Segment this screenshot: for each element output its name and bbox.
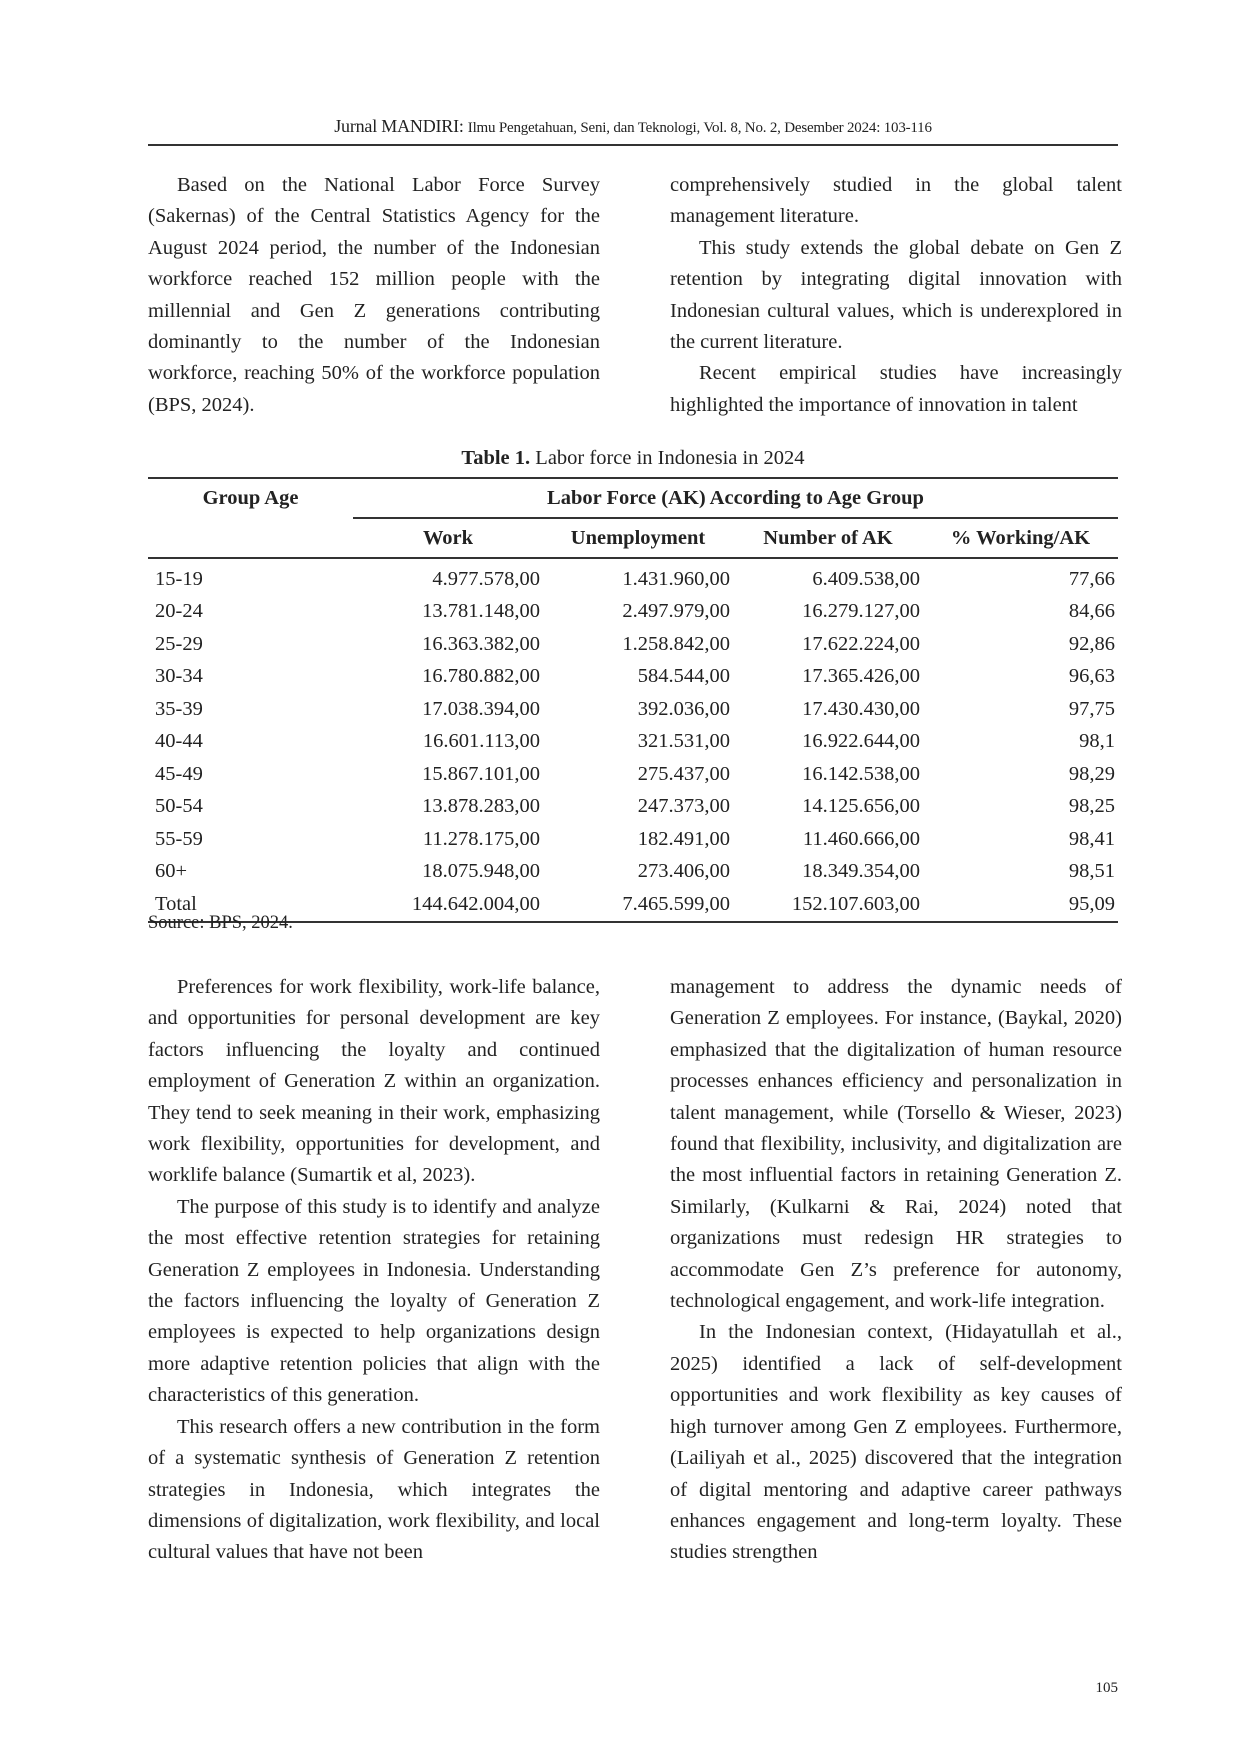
header-rule [148, 144, 1118, 146]
table-row [148, 661, 1118, 694]
running-header [148, 116, 1118, 137]
cell-unemployment: 7.465.599,00 [543, 888, 733, 922]
cell-pct: 96,63 [1068, 665, 1115, 688]
cell-work: 15.867.101,00 [422, 762, 540, 785]
cell-unemployment: 247.373,00 [637, 795, 730, 818]
table-source: Source: BPS, 2024. [148, 913, 293, 933]
cell-total: 17.365.426,00 [802, 665, 920, 688]
cell-work: 11.278.175,00 [422, 827, 540, 850]
cell-pct: 98,29 [1068, 762, 1115, 785]
paragraph: Recent empirical studies have increasingly highlighted the importance of innovation in talent [670, 362, 1122, 416]
cell-age: Total [148, 888, 353, 922]
table-body [148, 558, 1118, 922]
cell-work: 16.780.882,00 [422, 665, 540, 688]
cell-total: 14.125.656,00 [802, 795, 920, 818]
cell-unemployment: 1.431.960,00 [622, 567, 730, 590]
cell-age: 60+ [155, 860, 188, 883]
cell-total: 16.279.127,00 [802, 600, 920, 623]
cell-pct: 98,51 [1068, 860, 1115, 883]
cell-total: 18.349.354,00 [802, 860, 920, 883]
table-caption [148, 447, 1118, 470]
cell-work: 18.075.948,00 [422, 860, 540, 883]
labor-force-table [148, 477, 1118, 923]
table-row [148, 596, 1118, 629]
table-row [148, 558, 1118, 596]
cell-unemployment: 2.497.979,00 [622, 600, 730, 623]
cell-unemployment: 392.036,00 [637, 697, 730, 720]
table-row [148, 791, 1118, 824]
cell-age: 35-39 [155, 697, 203, 720]
cell-pct: 95,09 [923, 888, 1118, 922]
paragraph: comprehensively studied in the global talent management literature. [670, 174, 1122, 228]
cell-unemployment: 275.437,00 [637, 762, 730, 785]
cell-total: 17.430.430,00 [802, 697, 920, 720]
paragraph: This research offers a new contribution in the form of a systematic synthesis of Generation Z retention strategies in Indonesia, which integrates the dimensions of digitalization, work flexibility, and local cultural values that have not been [148, 1415, 600, 1564]
paragraph: In the Indonesian context, (Hidayatullah et al., 2025) identified a lack of self-development opportunities and work flexibility as key causes of high turnover among Gen Z employees. Furthermore, (Lailiyah et al., 2025) discovered that the integration of digital mentoring and adaptive career pathways enhances engagement and long-term loyalty. These studies strengthen [670, 1321, 1122, 1564]
cell-age: 45-49 [155, 762, 203, 785]
header-unemployment: Unemployment [543, 518, 733, 558]
table-row [148, 628, 1118, 661]
cell-unemployment: 321.531,00 [637, 730, 730, 753]
cell-work: 4.977.578,00 [432, 567, 540, 590]
cell-work: 17.038.394,00 [422, 697, 540, 720]
paragraph: The purpose of this study is to identify and analyze the most effective retention strategies for retaining Generation Z employees in Indonesia. Understanding the factors influencing the loyalty of Generation Z employees is expected to help organizations design more adaptive retention policies that align with the characteristics of this generation. [148, 1195, 600, 1407]
cell-total: 16.142.538,00 [802, 762, 920, 785]
header-number-of-ak: Number of AK [733, 518, 923, 558]
journal-detail: Ilmu Pengetahuan, Seni, dan Teknologi, Vol. 8, No. 2, Desember 2024: 103-116 [467, 120, 932, 136]
cell-pct: 98,25 [1068, 795, 1115, 818]
table-row [148, 693, 1118, 726]
cell-pct: 97,75 [1068, 697, 1115, 720]
cell-total: 152.107.603,00 [733, 888, 923, 922]
cell-pct: 92,86 [1068, 632, 1115, 655]
table-row [148, 888, 1118, 922]
cell-unemployment: 273.406,00 [637, 860, 730, 883]
table-row [148, 856, 1118, 889]
table-row [148, 726, 1118, 759]
cell-age: 40-44 [155, 730, 203, 753]
cell-work: 144.642.004,00 [353, 888, 543, 922]
paragraph: Based on the National Labor Force Survey (Sakernas) of the Central Statistics Agency for the August 2024 period, the number of the Indonesian workforce reached 152 million people with the millennial and Gen Z generations contributing dominantly to the number of the Indonesian workforce, reaching 50% of the workforce population (BPS, 2024). [148, 174, 600, 416]
cell-work: 13.781.148,00 [422, 600, 540, 623]
cell-age: 30-34 [155, 665, 203, 688]
paragraph: management to address the dynamic needs of Generation Z employees. For instance, (Baykal, 2020) emphasized that the digitalization of human resource processes enhances efficiency and personalization in talent management, while (Torsello & Wieser, 2023) found that flexibility, inclusivity, and digitalization are the most influential factors in retaining Generation Z. Similarly, (Kulkarni & Rai, 2024) noted that organizations must redesign HR strategies to accommodate Gen Z’s preference for autonomy, technological engagement, and work-life integration. [670, 976, 1122, 1313]
header-pct-working: % Working/AK [923, 518, 1118, 558]
page-number: 105 [1095, 1680, 1118, 1696]
cell-total: 16.922.644,00 [802, 730, 920, 753]
cell-pct: 98,41 [1068, 827, 1115, 850]
top-left-column [148, 170, 600, 421]
cell-age: 20-24 [155, 600, 203, 623]
cell-pct: 98,1 [1079, 730, 1115, 753]
paragraph: This study extends the global debate on Gen Z retention by integrating digital innovation with Indonesian cultural values, which is underexplored in the current literature. [670, 236, 1122, 354]
cell-age: 15-19 [155, 567, 203, 590]
table-row [148, 758, 1118, 791]
cell-age: 50-54 [155, 795, 203, 818]
cell-work: 16.363.382,00 [422, 632, 540, 655]
cell-work: 16.601.113,00 [422, 730, 540, 753]
cell-total: 6.409.538,00 [812, 567, 920, 590]
bottom-right-column [670, 972, 1122, 1569]
bottom-left-column [148, 972, 600, 1569]
table-caption-label: Table 1. [461, 447, 531, 469]
table-row [148, 823, 1118, 856]
cell-work: 13.878.283,00 [422, 795, 540, 818]
paragraph: Preferences for work flexibility, work-life balance, and opportunities for personal development are key factors influencing the loyalty and continued employment of Generation Z within an organization. They tend to seek meaning in their work, emphasizing work flexibility, opportunities for development, and worklife balance (Sumartik et al, 2023). [148, 976, 600, 1187]
table-caption-text: Labor force in Indonesia in 2024 [535, 447, 805, 469]
header-labor-force-group: Labor Force (AK) According to Age Group [353, 478, 1118, 518]
cell-total: 11.460.666,00 [802, 827, 920, 850]
cell-age: 25-29 [155, 632, 203, 655]
cell-age: 55-59 [155, 827, 203, 850]
cell-unemployment: 182.491,00 [637, 827, 730, 850]
header-blank [148, 518, 353, 558]
cell-pct: 84,66 [1068, 600, 1115, 623]
cell-unemployment: 584.544,00 [637, 665, 730, 688]
top-right-column [670, 170, 1122, 421]
cell-total: 17.622.224,00 [802, 632, 920, 655]
cell-unemployment: 1.258.842,00 [622, 632, 730, 655]
journal-name: Jurnal MANDIRI: [334, 116, 464, 136]
cell-pct: 77,66 [1068, 567, 1115, 590]
header-group-age: Group Age [148, 478, 353, 518]
header-work: Work [353, 518, 543, 558]
